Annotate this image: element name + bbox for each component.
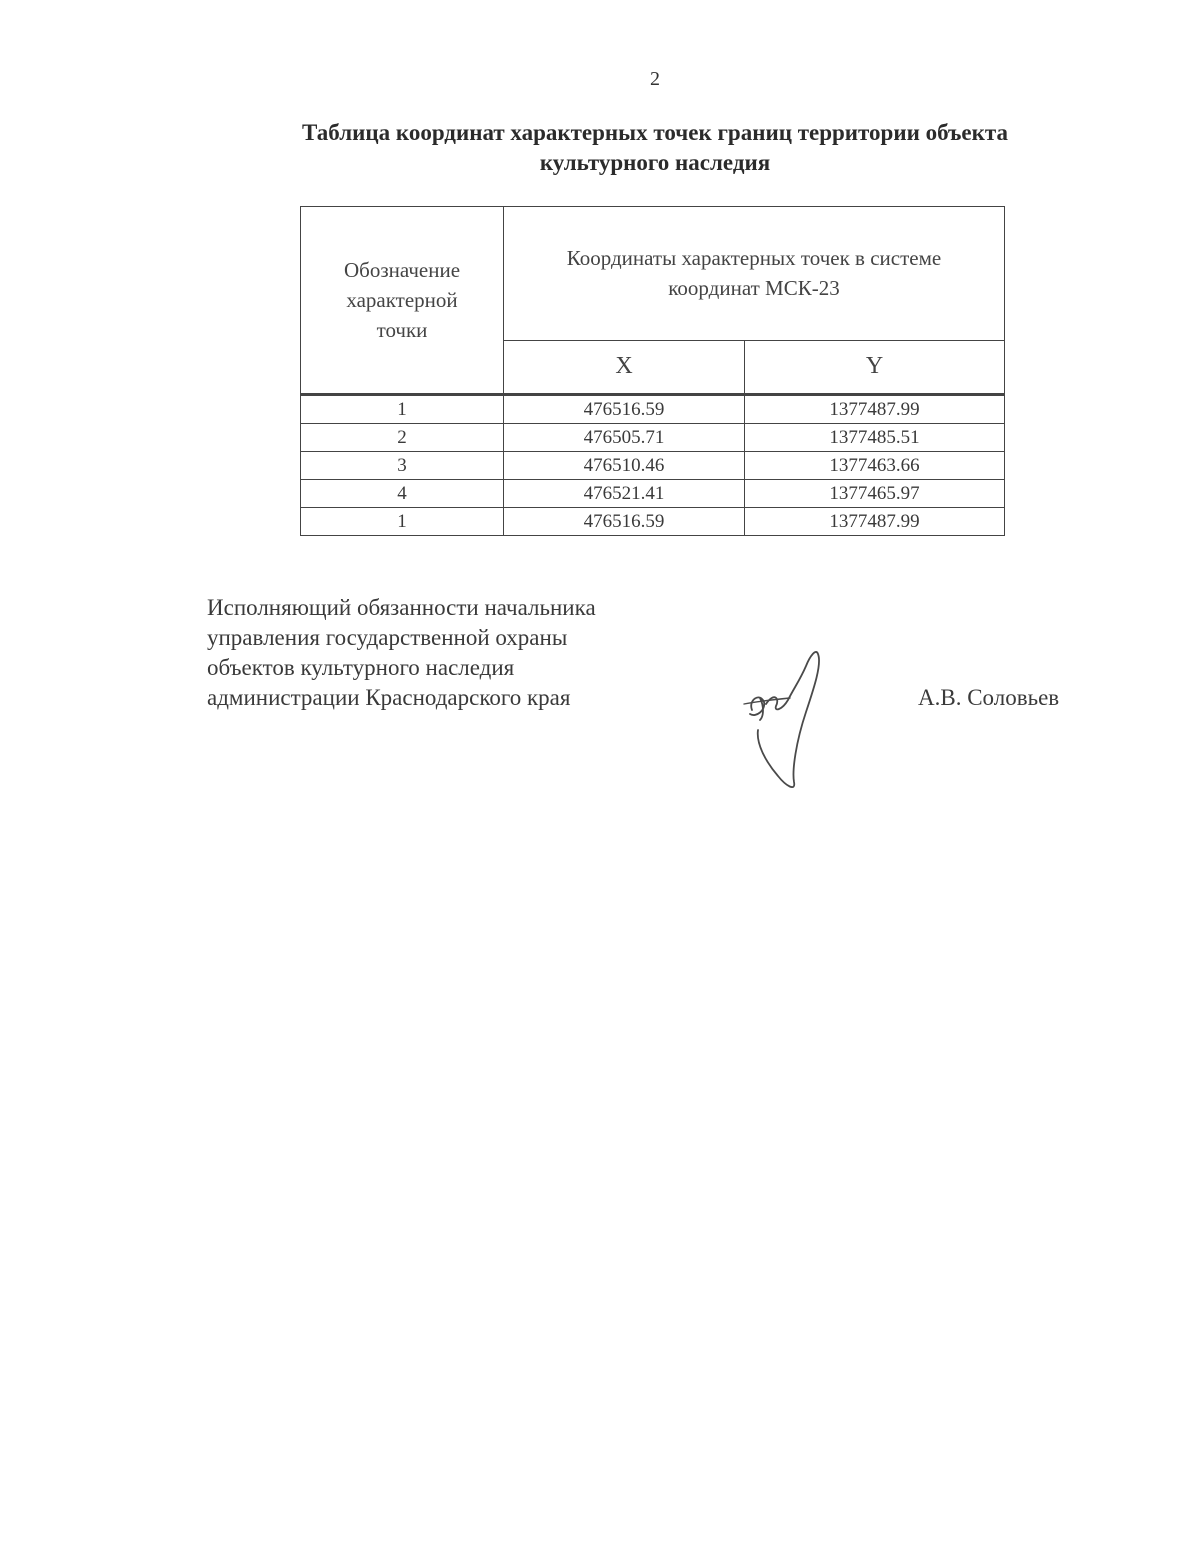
coordinates-table bbox=[300, 206, 1005, 536]
table-row bbox=[301, 508, 1005, 536]
table-row bbox=[301, 452, 1005, 480]
title-line-2: культурного наследия bbox=[539, 150, 771, 175]
header-coordinates bbox=[504, 207, 1005, 341]
position-line-3: объектов культурного наследия bbox=[207, 655, 515, 680]
table-row bbox=[301, 395, 1005, 424]
header-coords-line-1: Координаты характерных точек в системе bbox=[566, 246, 942, 271]
cell-point: 2 bbox=[301, 424, 504, 452]
header-y: Y bbox=[745, 340, 1005, 394]
page-number: 2 bbox=[650, 68, 660, 90]
cell-point: 3 bbox=[301, 452, 504, 480]
cell-y: 1377487.99 bbox=[745, 508, 1005, 536]
header-coords-line-2: координат МСК-23 bbox=[668, 276, 840, 301]
cell-point: 4 bbox=[301, 480, 504, 508]
cell-point: 1 bbox=[301, 395, 504, 424]
cell-x: 476516.59 bbox=[504, 508, 745, 536]
header-point-designation bbox=[301, 207, 504, 395]
cell-y: 1377487.99 bbox=[745, 395, 1005, 424]
cell-x: 476510.46 bbox=[504, 452, 745, 480]
handwritten-signature bbox=[730, 640, 840, 800]
table-row bbox=[301, 424, 1005, 452]
title-line-1: Таблица координат характерных точек границ территории объекта bbox=[302, 120, 1008, 145]
cell-point: 1 bbox=[301, 508, 504, 536]
header-x: X bbox=[504, 340, 745, 394]
position-line-1: Исполняющий обязанности начальника bbox=[207, 595, 596, 620]
signatory-position bbox=[207, 593, 677, 713]
table-row bbox=[301, 480, 1005, 508]
cell-x: 476521.41 bbox=[504, 480, 745, 508]
header-designation-line-2: характерной bbox=[346, 288, 458, 312]
header-designation-line-1: Обозначение bbox=[343, 258, 461, 282]
cell-y: 1377463.66 bbox=[745, 452, 1005, 480]
signatory-name: А.В. Соловьев bbox=[918, 685, 1060, 710]
cell-x: 476516.59 bbox=[504, 395, 745, 424]
cell-y: 1377465.97 bbox=[745, 480, 1005, 508]
cell-y: 1377485.51 bbox=[745, 424, 1005, 452]
position-line-2: управления государственной охраны bbox=[207, 625, 568, 650]
position-line-4: администрации Краснодарского края bbox=[207, 685, 571, 710]
header-designation-line-3: точки bbox=[376, 318, 428, 342]
table-header-row bbox=[301, 207, 1005, 341]
document-title bbox=[230, 118, 1080, 178]
cell-x: 476505.71 bbox=[504, 424, 745, 452]
